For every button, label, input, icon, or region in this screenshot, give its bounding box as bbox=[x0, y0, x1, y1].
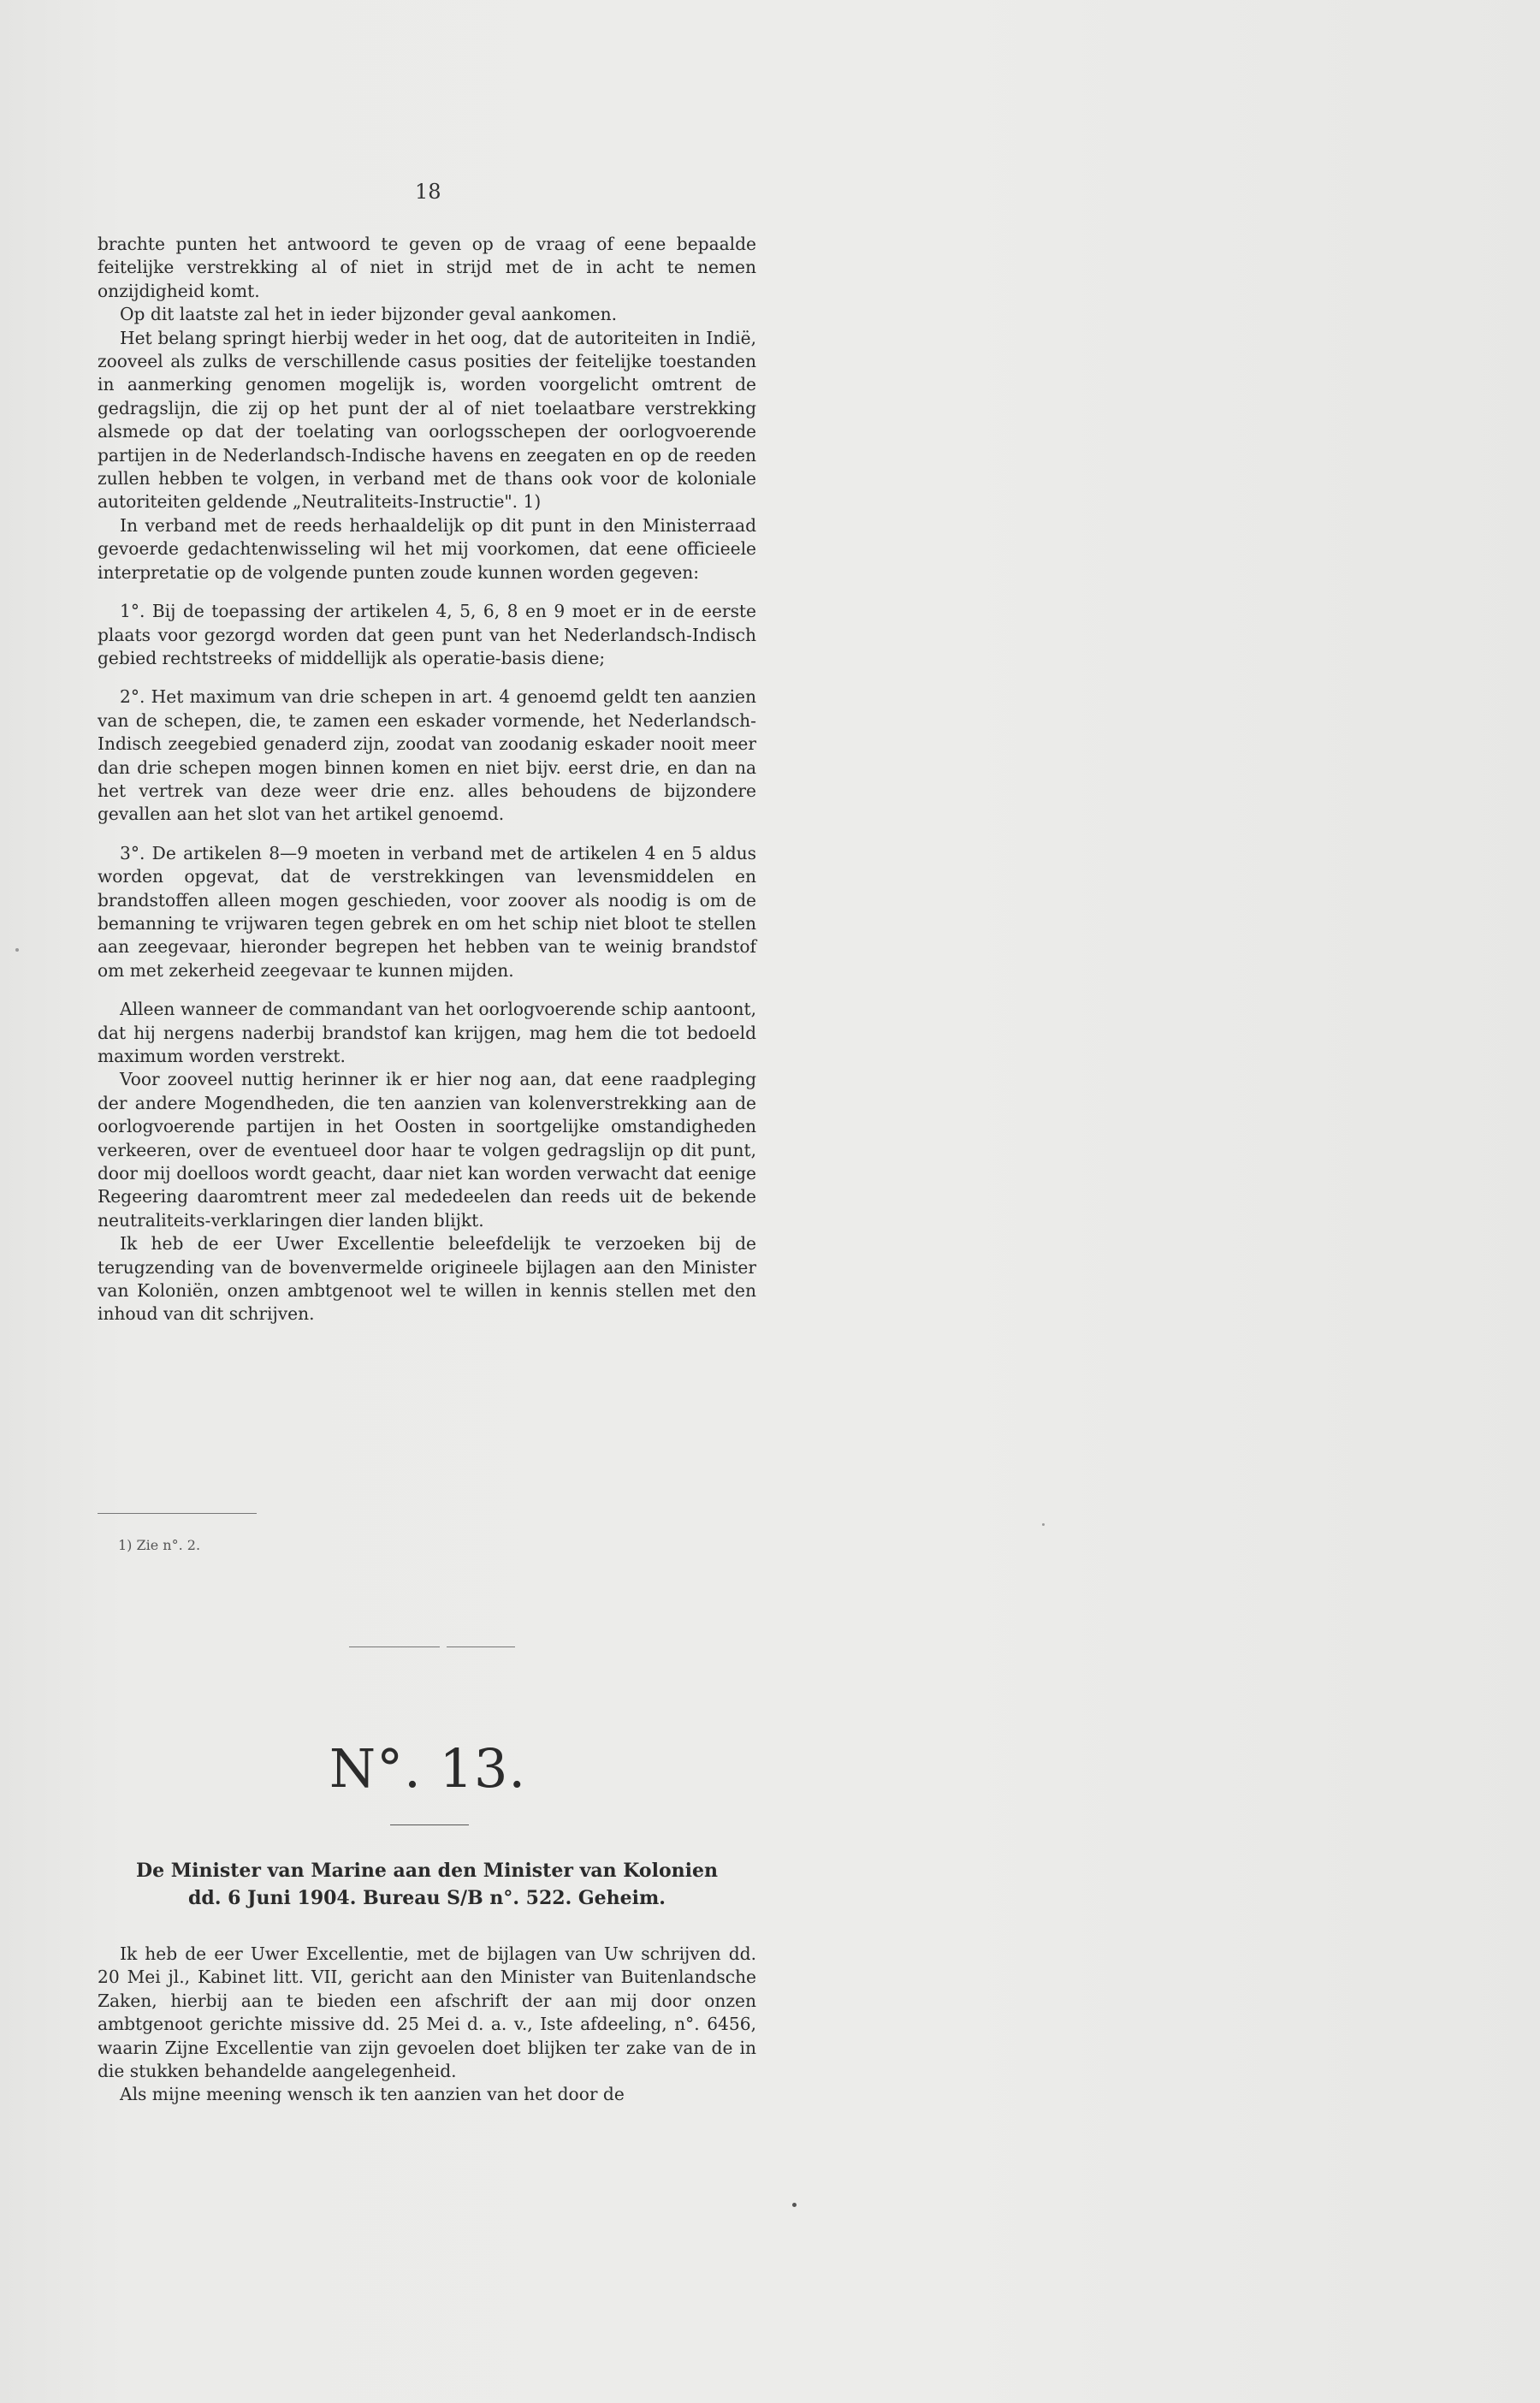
paragraph: Alleen wanneer de commandant van het oorlogvoerende schip aantoont, dat hij nergens naderbij brandstof kan krijgen, mag hem die tot bedoeld maximum worden verstrekt. bbox=[98, 999, 756, 1066]
paragraph: Als mijne meening wensch ik ten aanzien van het door de bbox=[120, 2084, 625, 2105]
paragraph: brachte punten het antwoord te geven op de vraag of eene bepaalde feitelijke verstrekking al of niet in strijd met de in acht te nemen onzijdigheid komt. bbox=[98, 234, 756, 301]
numbered-point: 3°. De artikelen 8—9 moeten in verband met de artikelen 4 en 5 aldus worden opgevat, dat de verstrekkingen van levensmiddelen en brandstoffen alleen mogen geschieden, voor zoover als noodig is om de bemanning te vrijwaren tegen gebrek en om het schip niet bloot te stellen aan zeegevaar, hieronder begrepen het hebben van te weinig brandstof om met zekerheid zeegevaar te kunnen mijden. bbox=[98, 842, 756, 981]
paragraph: Het belang springt hierbij weder in het oog, dat de autoriteiten in Indië, zooveel als zulks de verschillende casus posities der feitelijke toestanden in aanmerking genomen mogelijk is, worden voorgelicht omtrent de gedragslijn, die zij op het punt der al of niet toelaatbare verstrekking alsmede op dat der toelating van oorlogsschepen der oorlogvoerende partijen in de Nederlandsch-Indische havens en zeegaten en op de reeden zullen hebben te volgen, in verband met de thans ook voor de koloniale autoriteiten geldende „Neutraliteits-Instructie". 1) bbox=[98, 327, 756, 513]
paragraph: Ik heb de eer Uwer Excellentie, met de bijlagen van Uw schrijven dd. 20 Mei jl., Kabinet litt. VII, gericht aan den Minister van Buitenlandsche Zaken, hierbij aan te bieden een afschrift der aan mij door onzen ambtgenoot gerichte missive dd. 25 Mei d. a. v., Iste afdeeling, n°. 6456, waarin Zijne Excellentie van zijn gevoelen doet blijken ter zake van de in die stukken behandelde aangelegenheid. bbox=[98, 1943, 756, 2082]
document-number: N°. 13. bbox=[329, 1737, 527, 1800]
page-number: 18 bbox=[415, 180, 441, 204]
footnote-divider bbox=[98, 1513, 257, 1514]
numbered-point: 2°. Het maximum van drie schepen in art. 4 genoemd geldt ten aanzien van de schepen, die, te zamen een eskader vormende, het Nederlandsch-Indisch zeegebied genaderd zijn, zoodat van zoodanig eskader nooit meer dan drie schepen mogen binnen komen en niet bijv. eerst drie, en dan na het vertrek van deze weer drie enz. alles behoudens de bijzondere gevallen aan het slot van het artikel genoemd. bbox=[98, 686, 756, 825]
paper-speck bbox=[792, 2203, 797, 2207]
paper-speck bbox=[15, 948, 19, 952]
paper-speck bbox=[1042, 1523, 1045, 1526]
paragraph: Voor zooveel nuttig herinner ik er hier nog aan, dat eene raadpleging der andere Mogendheden, die ten aanzien van kolenverstrekking aan de oorlogvoerende partijen in het Oosten in soortgelijke omstandigheden verkeeren, over de eventueel door haar te volgen gedragslijn op dit punt, door mij doelloos wordt geacht, daar niet kan worden verwacht dat eenige Regeering daaromtrent meer zal mededeelen dan reeds uit de bekende neutraliteits-verklaringen dier landen blijkt. bbox=[98, 1069, 756, 1231]
number-underline bbox=[390, 1824, 469, 1825]
paragraph: Ik heb de eer Uwer Excellentie beleefdelijk te verzoeken bij de terugzending van de bovenvermelde origineele bijlagen aan den Minister van Koloniën, onzen ambtgenoot wel te willen in kennis stellen met den inhoud van dit schrijven. bbox=[98, 1233, 756, 1325]
section-separator bbox=[447, 1646, 515, 1647]
footnote: 1) Zie n°. 2. bbox=[118, 1537, 201, 1553]
heading-line: De Minister van Marine aan den Minister van Kolonien bbox=[136, 1860, 718, 1882]
section-separator bbox=[349, 1646, 440, 1647]
paragraph: Op dit laatste zal het in ieder bijzonder geval aankomen. bbox=[120, 304, 618, 325]
letter-heading bbox=[98, 1857, 756, 1912]
main-text-column bbox=[98, 233, 756, 1326]
paragraph: In verband met de reeds herhaaldelijk op dit punt in den Ministerraad gevoerde gedachtenwisseling wil het mij voorkomen, dat eene officieele interpretatie op de volgende punten zoude kunnen worden gegeven: bbox=[98, 514, 756, 583]
letter-body bbox=[98, 1943, 756, 2107]
numbered-point: 1°. Bij de toepassing der artikelen 4, 5, 6, 8 en 9 moet er in de eerste plaats voor gezorgd worden dat geen punt van het Nederlandsch-Indisch gebied rechtstreeks of middellijk als operatie-basis diene; bbox=[98, 601, 756, 668]
heading-line: dd. 6 Juni 1904. Bureau S/B n°. 522. Geheim. bbox=[188, 1887, 666, 1909]
